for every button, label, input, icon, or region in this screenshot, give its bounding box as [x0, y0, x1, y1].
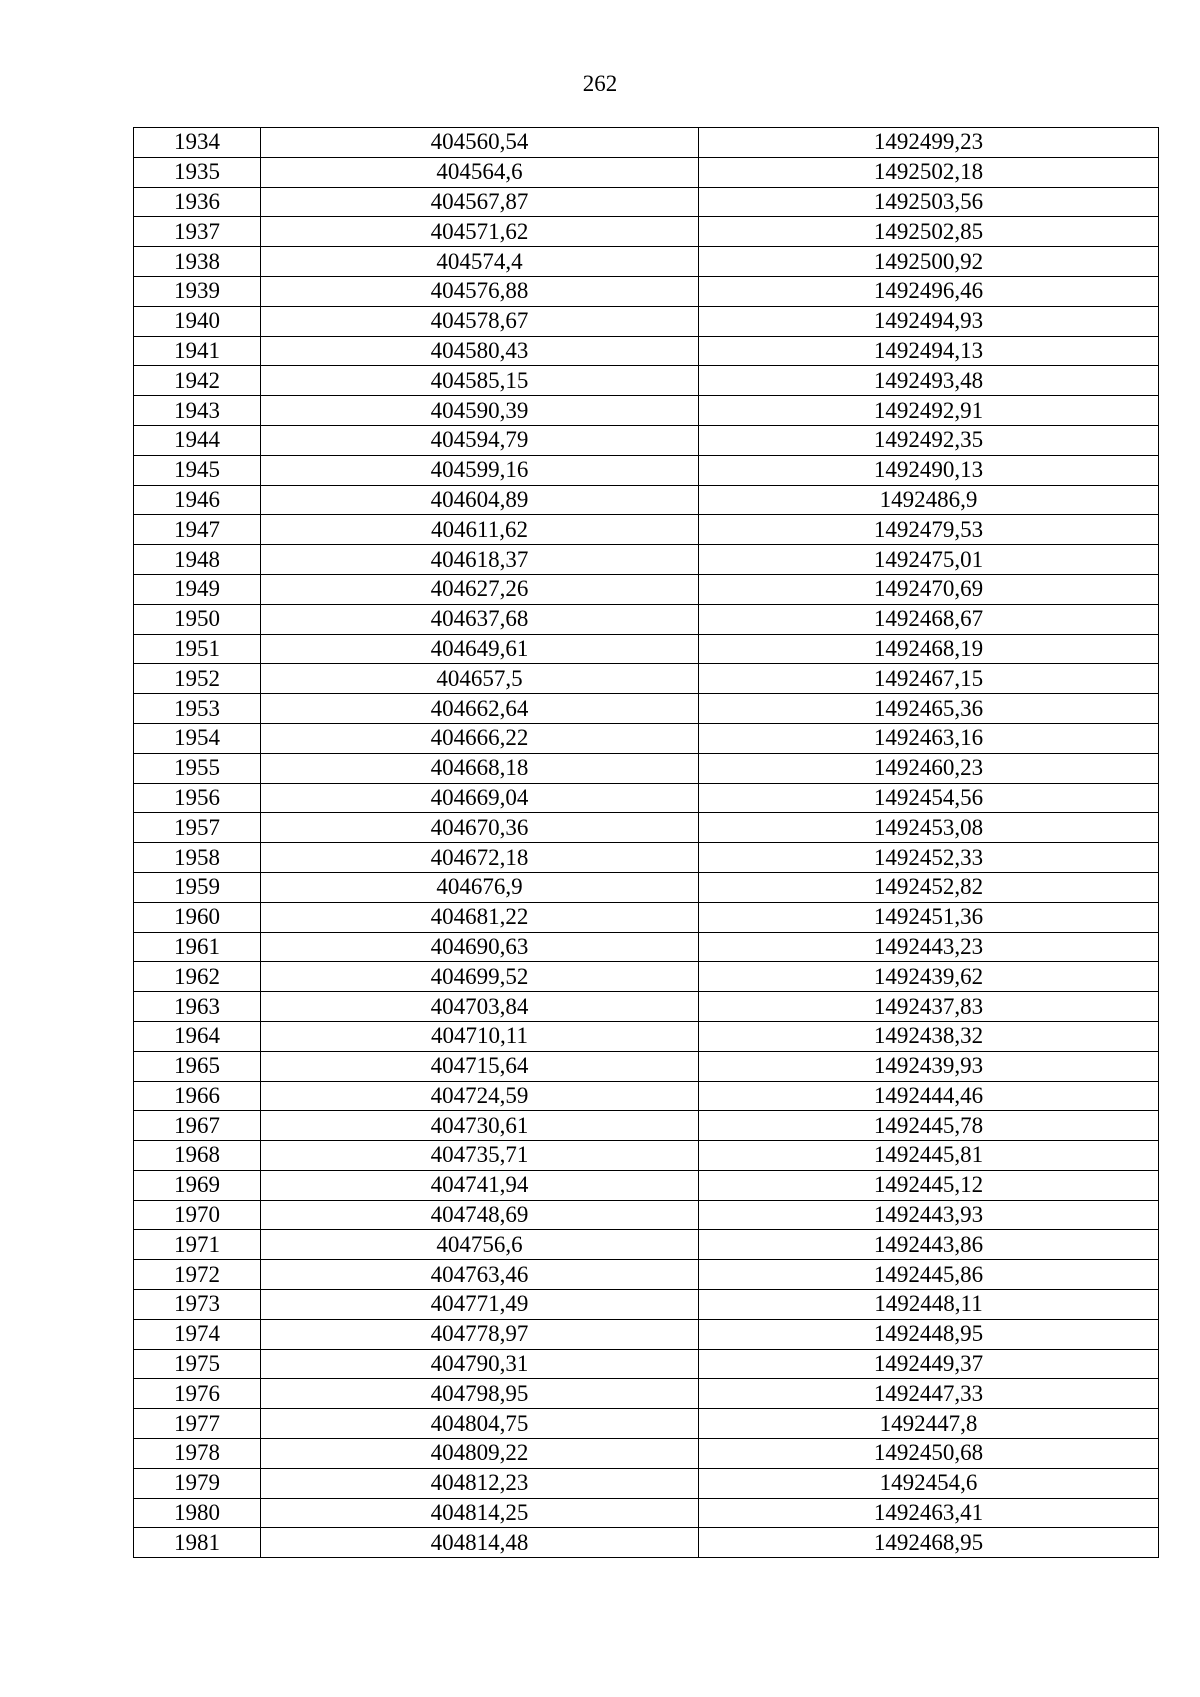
- y-coordinate-cell: 1492463,16: [699, 723, 1159, 753]
- y-coordinate-cell: 1492437,83: [699, 992, 1159, 1022]
- x-coordinate-cell: 404670,36: [261, 813, 699, 843]
- x-coordinate-cell: 404699,52: [261, 962, 699, 992]
- point-number-cell: 1975: [134, 1349, 261, 1379]
- point-number-cell: 1956: [134, 783, 261, 813]
- y-coordinate-cell: 1492443,23: [699, 932, 1159, 962]
- y-coordinate-cell: 1492450,68: [699, 1439, 1159, 1469]
- table-row: [134, 843, 1159, 873]
- x-coordinate-cell: 404662,64: [261, 694, 699, 724]
- table-row: [134, 157, 1159, 187]
- x-coordinate-cell: 404590,39: [261, 396, 699, 426]
- table-row: [134, 515, 1159, 545]
- x-coordinate-cell: 404730,61: [261, 1111, 699, 1141]
- point-number-cell: 1970: [134, 1200, 261, 1230]
- table-row: [134, 366, 1159, 396]
- y-coordinate-cell: 1492438,32: [699, 1021, 1159, 1051]
- point-number-cell: 1967: [134, 1111, 261, 1141]
- x-coordinate-cell: 404771,49: [261, 1290, 699, 1320]
- x-coordinate-cell: 404676,9: [261, 872, 699, 902]
- point-number-cell: 1968: [134, 1141, 261, 1171]
- table-row: [134, 872, 1159, 902]
- x-coordinate-cell: 404735,71: [261, 1141, 699, 1171]
- x-coordinate-cell: 404715,64: [261, 1051, 699, 1081]
- point-number-cell: 1971: [134, 1230, 261, 1260]
- table-row: [134, 1200, 1159, 1230]
- point-number-cell: 1980: [134, 1498, 261, 1528]
- x-coordinate-cell: 404812,23: [261, 1468, 699, 1498]
- point-number-cell: 1952: [134, 664, 261, 694]
- y-coordinate-cell: 1492499,23: [699, 128, 1159, 158]
- point-number-cell: 1959: [134, 872, 261, 902]
- y-coordinate-cell: 1492451,36: [699, 902, 1159, 932]
- y-coordinate-cell: 1492454,6: [699, 1468, 1159, 1498]
- y-coordinate-cell: 1492448,11: [699, 1290, 1159, 1320]
- x-coordinate-cell: 404618,37: [261, 545, 699, 575]
- point-number-cell: 1943: [134, 396, 261, 426]
- y-coordinate-cell: 1492467,15: [699, 664, 1159, 694]
- y-coordinate-cell: 1492470,69: [699, 574, 1159, 604]
- y-coordinate-cell: 1492468,19: [699, 634, 1159, 664]
- y-coordinate-cell: 1492447,8: [699, 1409, 1159, 1439]
- table-row: [134, 1290, 1159, 1320]
- table-row: [134, 485, 1159, 515]
- x-coordinate-cell: 404703,84: [261, 992, 699, 1022]
- x-coordinate-cell: 404748,69: [261, 1200, 699, 1230]
- x-coordinate-cell: 404627,26: [261, 574, 699, 604]
- y-coordinate-cell: 1492494,13: [699, 336, 1159, 366]
- y-coordinate-cell: 1492492,35: [699, 425, 1159, 455]
- table-row: [134, 813, 1159, 843]
- point-number-cell: 1949: [134, 574, 261, 604]
- x-coordinate-cell: 404756,6: [261, 1230, 699, 1260]
- table-row: [134, 276, 1159, 306]
- table-row: [134, 455, 1159, 485]
- point-number-cell: 1937: [134, 217, 261, 247]
- table-row: [134, 604, 1159, 634]
- x-coordinate-cell: 404809,22: [261, 1439, 699, 1469]
- y-coordinate-cell: 1492475,01: [699, 545, 1159, 575]
- point-number-cell: 1964: [134, 1021, 261, 1051]
- table-row: [134, 783, 1159, 813]
- x-coordinate-cell: 404574,4: [261, 247, 699, 277]
- y-coordinate-cell: 1492452,33: [699, 843, 1159, 873]
- y-coordinate-cell: 1492503,56: [699, 187, 1159, 217]
- x-coordinate-cell: 404710,11: [261, 1021, 699, 1051]
- y-coordinate-cell: 1492486,9: [699, 485, 1159, 515]
- x-coordinate-cell: 404567,87: [261, 187, 699, 217]
- point-number-cell: 1934: [134, 128, 261, 158]
- y-coordinate-cell: 1492502,85: [699, 217, 1159, 247]
- y-coordinate-cell: 1492445,81: [699, 1141, 1159, 1171]
- x-coordinate-cell: 404790,31: [261, 1349, 699, 1379]
- table-row: [134, 574, 1159, 604]
- point-number-cell: 1951: [134, 634, 261, 664]
- point-number-cell: 1947: [134, 515, 261, 545]
- x-coordinate-cell: 404666,22: [261, 723, 699, 753]
- x-coordinate-cell: 404724,59: [261, 1081, 699, 1111]
- point-number-cell: 1946: [134, 485, 261, 515]
- point-number-cell: 1950: [134, 604, 261, 634]
- table-row: [134, 634, 1159, 664]
- point-number-cell: 1955: [134, 753, 261, 783]
- table-row: [134, 932, 1159, 962]
- x-coordinate-cell: 404585,15: [261, 366, 699, 396]
- table-row: [134, 664, 1159, 694]
- point-number-cell: 1945: [134, 455, 261, 485]
- table-row: [134, 306, 1159, 336]
- point-number-cell: 1957: [134, 813, 261, 843]
- table-row: [134, 336, 1159, 366]
- table-row: [134, 1051, 1159, 1081]
- table-row: [134, 962, 1159, 992]
- x-coordinate-cell: 404741,94: [261, 1170, 699, 1200]
- x-coordinate-cell: 404681,22: [261, 902, 699, 932]
- x-coordinate-cell: 404798,95: [261, 1379, 699, 1409]
- x-coordinate-cell: 404669,04: [261, 783, 699, 813]
- table-row: [134, 187, 1159, 217]
- x-coordinate-cell: 404672,18: [261, 843, 699, 873]
- table-row: [134, 396, 1159, 426]
- y-coordinate-cell: 1492447,33: [699, 1379, 1159, 1409]
- table-row: [134, 753, 1159, 783]
- x-coordinate-cell: 404637,68: [261, 604, 699, 634]
- y-coordinate-cell: 1492500,92: [699, 247, 1159, 277]
- coordinates-table: [133, 127, 1159, 1558]
- x-coordinate-cell: 404611,62: [261, 515, 699, 545]
- y-coordinate-cell: 1492445,86: [699, 1260, 1159, 1290]
- point-number-cell: 1965: [134, 1051, 261, 1081]
- coordinates-table-body: [134, 128, 1159, 1558]
- point-number-cell: 1958: [134, 843, 261, 873]
- point-number-cell: 1936: [134, 187, 261, 217]
- point-number-cell: 1976: [134, 1379, 261, 1409]
- y-coordinate-cell: 1492465,36: [699, 694, 1159, 724]
- point-number-cell: 1954: [134, 723, 261, 753]
- x-coordinate-cell: 404649,61: [261, 634, 699, 664]
- point-number-cell: 1973: [134, 1290, 261, 1320]
- y-coordinate-cell: 1492449,37: [699, 1349, 1159, 1379]
- table-row: [134, 247, 1159, 277]
- y-coordinate-cell: 1492463,41: [699, 1498, 1159, 1528]
- point-number-cell: 1938: [134, 247, 261, 277]
- point-number-cell: 1981: [134, 1528, 261, 1558]
- point-number-cell: 1977: [134, 1409, 261, 1439]
- y-coordinate-cell: 1492439,62: [699, 962, 1159, 992]
- y-coordinate-cell: 1492439,93: [699, 1051, 1159, 1081]
- table-row: [134, 992, 1159, 1022]
- point-number-cell: 1969: [134, 1170, 261, 1200]
- y-coordinate-cell: 1492468,95: [699, 1528, 1159, 1558]
- x-coordinate-cell: 404580,43: [261, 336, 699, 366]
- y-coordinate-cell: 1492496,46: [699, 276, 1159, 306]
- point-number-cell: 1961: [134, 932, 261, 962]
- table-row: [134, 1528, 1159, 1558]
- y-coordinate-cell: 1492443,93: [699, 1200, 1159, 1230]
- point-number-cell: 1942: [134, 366, 261, 396]
- y-coordinate-cell: 1492490,13: [699, 455, 1159, 485]
- point-number-cell: 1948: [134, 545, 261, 575]
- y-coordinate-cell: 1492493,48: [699, 366, 1159, 396]
- x-coordinate-cell: 404578,67: [261, 306, 699, 336]
- x-coordinate-cell: 404560,54: [261, 128, 699, 158]
- y-coordinate-cell: 1492445,78: [699, 1111, 1159, 1141]
- y-coordinate-cell: 1492492,91: [699, 396, 1159, 426]
- x-coordinate-cell: 404599,16: [261, 455, 699, 485]
- point-number-cell: 1941: [134, 336, 261, 366]
- point-number-cell: 1972: [134, 1260, 261, 1290]
- y-coordinate-cell: 1492453,08: [699, 813, 1159, 843]
- point-number-cell: 1935: [134, 157, 261, 187]
- table-row: [134, 1021, 1159, 1051]
- table-row: [134, 217, 1159, 247]
- y-coordinate-cell: 1492444,46: [699, 1081, 1159, 1111]
- x-coordinate-cell: 404778,97: [261, 1319, 699, 1349]
- point-number-cell: 1974: [134, 1319, 261, 1349]
- x-coordinate-cell: 404804,75: [261, 1409, 699, 1439]
- table-row: [134, 1439, 1159, 1469]
- y-coordinate-cell: 1492460,23: [699, 753, 1159, 783]
- point-number-cell: 1962: [134, 962, 261, 992]
- point-number-cell: 1944: [134, 425, 261, 455]
- table-row: [134, 1409, 1159, 1439]
- y-coordinate-cell: 1492443,86: [699, 1230, 1159, 1260]
- x-coordinate-cell: 404576,88: [261, 276, 699, 306]
- table-row: [134, 1170, 1159, 1200]
- point-number-cell: 1979: [134, 1468, 261, 1498]
- x-coordinate-cell: 404814,48: [261, 1528, 699, 1558]
- table-row: [134, 694, 1159, 724]
- table-row: [134, 723, 1159, 753]
- x-coordinate-cell: 404814,25: [261, 1498, 699, 1528]
- x-coordinate-cell: 404763,46: [261, 1260, 699, 1290]
- table-row: [134, 1379, 1159, 1409]
- table-row: [134, 1349, 1159, 1379]
- table-row: [134, 1319, 1159, 1349]
- table-row: [134, 545, 1159, 575]
- table-row: [134, 1260, 1159, 1290]
- point-number-cell: 1953: [134, 694, 261, 724]
- y-coordinate-cell: 1492494,93: [699, 306, 1159, 336]
- y-coordinate-cell: 1492479,53: [699, 515, 1159, 545]
- point-number-cell: 1960: [134, 902, 261, 932]
- point-number-cell: 1940: [134, 306, 261, 336]
- table-row: [134, 128, 1159, 158]
- point-number-cell: 1939: [134, 276, 261, 306]
- x-coordinate-cell: 404604,89: [261, 485, 699, 515]
- table-row: [134, 1111, 1159, 1141]
- y-coordinate-cell: 1492468,67: [699, 604, 1159, 634]
- table-row: [134, 902, 1159, 932]
- x-coordinate-cell: 404564,6: [261, 157, 699, 187]
- y-coordinate-cell: 1492445,12: [699, 1170, 1159, 1200]
- x-coordinate-cell: 404668,18: [261, 753, 699, 783]
- point-number-cell: 1966: [134, 1081, 261, 1111]
- y-coordinate-cell: 1492454,56: [699, 783, 1159, 813]
- table-row: [134, 1081, 1159, 1111]
- page-number: 262: [582, 71, 618, 96]
- table-row: [134, 1141, 1159, 1171]
- x-coordinate-cell: 404657,5: [261, 664, 699, 694]
- x-coordinate-cell: 404594,79: [261, 425, 699, 455]
- table-row: [134, 1498, 1159, 1528]
- x-coordinate-cell: 404690,63: [261, 932, 699, 962]
- y-coordinate-cell: 1492448,95: [699, 1319, 1159, 1349]
- y-coordinate-cell: 1492502,18: [699, 157, 1159, 187]
- table-row: [134, 1468, 1159, 1498]
- point-number-cell: 1963: [134, 992, 261, 1022]
- point-number-cell: 1978: [134, 1439, 261, 1469]
- table-row: [134, 425, 1159, 455]
- y-coordinate-cell: 1492452,82: [699, 872, 1159, 902]
- table-row: [134, 1230, 1159, 1260]
- x-coordinate-cell: 404571,62: [261, 217, 699, 247]
